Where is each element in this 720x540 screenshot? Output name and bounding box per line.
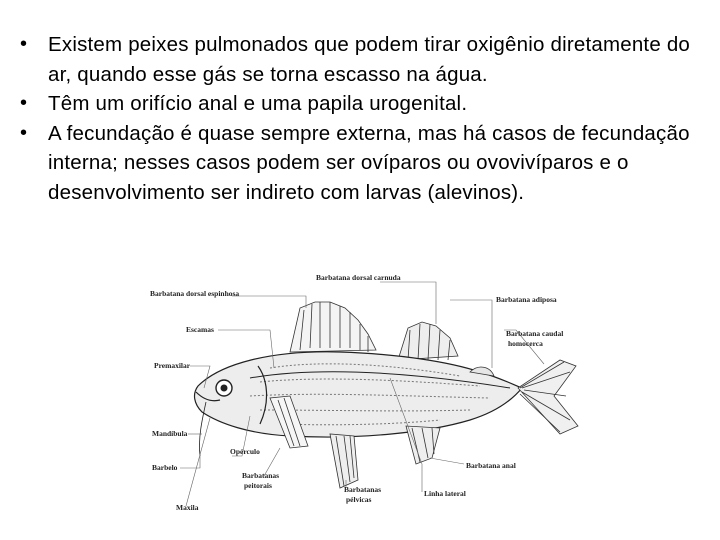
bullet-marker: • xyxy=(20,92,28,114)
bullet-item xyxy=(16,89,706,119)
bullet-text: A fecundação é quase sempre externa, mas há casos de fecundação interna; nesses casos podem ser ovíparos ou ovovivíparos e o desenvolvimento ser indireto com larvas (alevinos). xyxy=(48,121,690,204)
soft-dorsal-fin xyxy=(398,322,458,360)
bullet-text: Têm um orifício anal e uma papila urogenital. xyxy=(48,92,468,115)
label-pelvic: Barbatanas xyxy=(344,485,382,494)
label-pectoral: Barbatanas xyxy=(242,471,280,480)
label-pectoral-sub: peitorais xyxy=(244,481,272,490)
label-dorsal-spiny: Barbatana dorsal espinhosa xyxy=(150,289,240,298)
label-caudal: Barbatana caudal xyxy=(506,329,564,338)
label-pelvic-sub: pélvicas xyxy=(346,495,372,504)
label-anal: Barbatana anal xyxy=(466,461,516,470)
caudal-fin xyxy=(518,360,578,434)
bullet-marker: • xyxy=(20,33,28,55)
label-adipose: Barbatana adiposa xyxy=(496,295,557,304)
pelvic-fin xyxy=(330,434,358,488)
label-premaxilla: Premaxilar xyxy=(154,361,191,370)
label-scales: Escamas xyxy=(186,325,214,334)
anal-fin xyxy=(406,426,440,464)
bullet-marker: • xyxy=(20,121,28,144)
fish-diagram xyxy=(140,268,580,540)
label-lateral-line: Linha lateral xyxy=(424,489,466,498)
bullet-text: Existem peixes pulmonados que podem tirar oxigênio diretamente do ar, quando esse gás se torna escasso na água. xyxy=(48,33,691,86)
bullet-list xyxy=(16,30,706,207)
label-maxilla: Maxila xyxy=(176,503,199,512)
fish-anatomy-figure xyxy=(140,268,580,540)
label-barbel: Barbelo xyxy=(152,463,178,472)
label-dorsal-soft: Barbatana dorsal carnuda xyxy=(316,273,401,282)
label-mandible: Mandíbula xyxy=(152,429,188,438)
bullet-item xyxy=(16,119,706,208)
bullet-item xyxy=(16,30,706,89)
label-caudal-sub: homocerca xyxy=(508,339,543,348)
spiny-dorsal-fin xyxy=(290,302,376,352)
label-operculum: Opérculo xyxy=(230,447,260,456)
